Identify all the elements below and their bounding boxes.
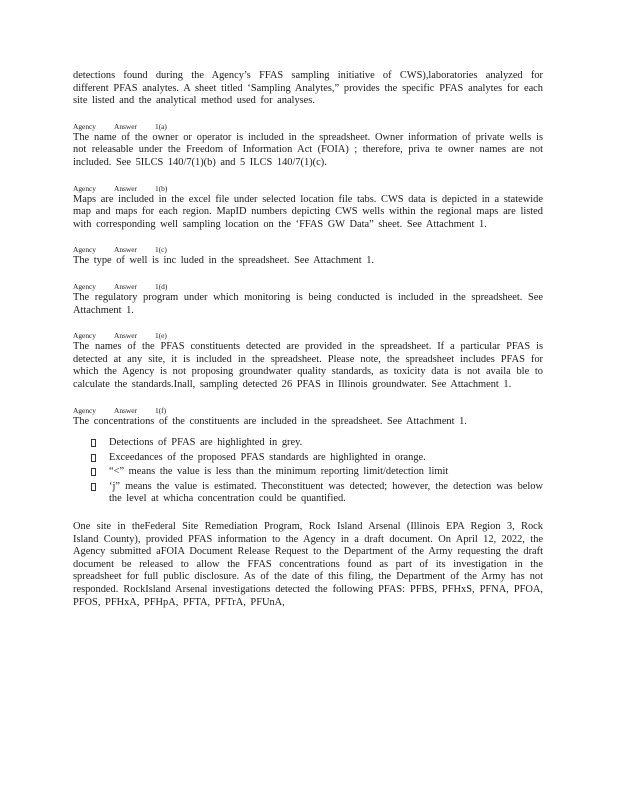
item-id-label: 1(a): [155, 121, 167, 131]
section-1f: [73, 406, 543, 429]
section-label: [73, 406, 543, 415]
list-item: [91, 481, 543, 506]
item-id-label: 1(f): [155, 405, 167, 415]
legend-bullet-list: [73, 437, 543, 506]
intro-paragraph: detections found during the Agency’s FFAS sampling initiative of CWS),laboratories analyzed for different PFAS analytes. A sheet titled ‘Sampling Analytes,” provides the specific PFAS analytes for each site listed and the analytical method used for analyses.: [73, 70, 543, 107]
section-1b: [73, 184, 543, 232]
bullet-text: Detections of PFAS are highlighted in grey.: [109, 437, 303, 449]
answer-label: Answer: [114, 331, 137, 341]
section-label: [73, 331, 543, 340]
bullet-box-icon: [91, 483, 96, 491]
section-body: Maps are included in the excel file under selected location file tabs. CWS data is depicted in a statewide map and maps for each region. MapID numbers depicting CWS wells within the regional maps are listed with corresponding well sampling location on the ‘FFAS GW Data” sheet. See Attachment 1.: [73, 193, 543, 230]
section-label: [73, 184, 543, 193]
section-label: [73, 282, 543, 291]
section-1c: [73, 245, 543, 268]
section-label: [73, 122, 543, 131]
section-body: The names of the PFAS constituents detected are provided in the spreadsheet. If a particular PFAS is detected at any site, it is included in the spreadsheet. Please note, the spreadsheet includes PFAS for which the Agency is not proposing groundwater quality standards, as toxicity data is not availa ble to calculate the standards.Inall, sampling detected 26 PFAS in Illinois groundwater. See Attachment 1.: [73, 341, 543, 390]
agency-label: Agency: [73, 121, 96, 131]
item-id-label: 1(b): [155, 183, 168, 193]
section-body: The name of the owner or operator is included in the spreadsheet. Owner information of private wells is not releasable under the Freedom of Information Act (FOIA) ; therefore, priva te owner names are not included. See 5ILCS 140/7(1)(b) and 5 ILCS 140/7(1)(c).: [73, 131, 543, 168]
agency-label: Agency: [73, 281, 96, 291]
section-1d: [73, 282, 543, 317]
answer-label: Answer: [114, 121, 137, 131]
item-id-label: 1(c): [155, 245, 167, 255]
closing-paragraph: One site in theFederal Site Remediation Program, Rock Island Arsenal (Illinois EPA Region 3, Rock Island County), provided PFAS information to the Agency in a draft document. On April 12, 2022, the Agency submitted aFOIA Document Release Request to the Department of the Army requesting the draft document be released to allow the FFAS concentrations found as part of its investigation in the spreadsheet for full public disclosure. As of the date of this filing, the Department of the Army has not responded. RockIsland Arsenal investigations detected the following PFAS: PFBS, PFHxS, PFNA, PFOA, PFOS, PFHxA, PFHpA, PFTA, PFTrA, PFUnA,: [73, 521, 543, 608]
bullet-text: Exceedances of the proposed PFAS standards are highlighted in orange.: [109, 451, 426, 463]
section-label: [73, 245, 543, 254]
document-page: [73, 70, 543, 609]
bullet-text: ‘j” means the value is estimated. Theconstituent was detected; however, the detection was below the level at whicha concentration could be quantified.: [109, 480, 543, 505]
bullet-box-icon: [91, 468, 96, 476]
answer-label: Answer: [114, 245, 137, 255]
list-item: [91, 452, 543, 465]
bullet-box-icon: [91, 454, 96, 462]
agency-label: Agency: [73, 183, 96, 193]
section-1a: [73, 122, 543, 170]
bullet-text: “<” means the value is less than the minimum reporting limit/detection limit: [109, 466, 449, 478]
item-id-label: 1(d): [155, 281, 168, 291]
list-item: [91, 437, 543, 450]
agency-label: Agency: [73, 245, 96, 255]
section-body: The type of well is inc luded in the spreadsheet. See Attachment 1.: [73, 255, 375, 267]
section-1e: [73, 331, 543, 391]
agency-label: Agency: [73, 331, 96, 341]
list-item: [91, 466, 543, 479]
section-body: The regulatory program under which monitoring is being conducted is included in the spreadsheet. See Attachment 1.: [73, 291, 543, 316]
section-body: The concentrations of the constituents are included in the spreadsheet. See Attachment 1.: [73, 415, 467, 427]
answer-label: Answer: [114, 183, 137, 193]
agency-label: Agency: [73, 405, 96, 415]
answer-label: Answer: [114, 405, 137, 415]
answer-label: Answer: [114, 281, 137, 291]
item-id-label: 1(e): [155, 331, 167, 341]
bullet-box-icon: [91, 439, 96, 447]
